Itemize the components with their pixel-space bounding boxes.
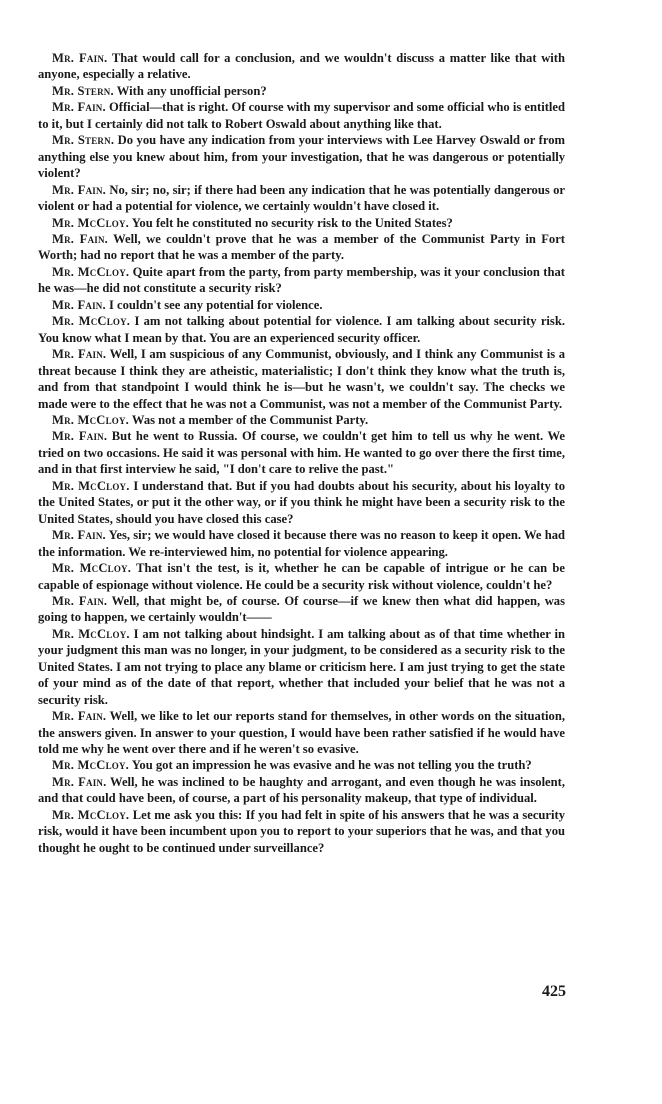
speaker-name: Mr. McCloy. [52,478,130,493]
speaker-name: Mr. Fain. [52,100,106,115]
paragraph-20 [38,757,565,773]
paragraph-text: Well, that might be, of course. Of course—if we knew then what did happen, was going to happen, we certainly wouldn't—— [38,593,566,625]
paragraph-text: Well, we couldn't prove that he was a member of the Communist Party in Fort Worth; had no report that he was a member of the party. [38,231,565,263]
speaker-name: Mr. Fain. [52,429,108,444]
paragraph-22 [38,807,565,856]
paragraph-text: You got an impression he was evasive and he was not telling you the truth? [129,758,532,773]
speaker-name: Mr. Fain. [52,528,106,543]
paragraph-text: Well, we like to let our reports stand for themselves, in other words on the situation, the answers given. In answer to your question, I would have been rather satisfied if he would have told me why he went over there and if he weren't so evasive. [38,709,565,757]
paragraph-18 [38,626,565,708]
paragraph-text: With any unofficial person? [113,83,267,98]
paragraph-19 [38,708,565,757]
paragraph-3 [38,99,565,132]
paragraph-text: I couldn't see any potential for violence. [105,297,323,312]
paragraph-1 [38,50,565,83]
paragraph-5 [38,182,565,215]
speaker-name: Mr. Fain. [52,297,106,312]
speaker-name: Mr. Stern. [52,133,115,148]
speaker-name: Mr. Fain. [52,182,107,197]
paragraph-12 [38,412,565,428]
transcript-body [38,50,565,856]
paragraph-2 [38,83,565,99]
paragraph-11 [38,346,565,412]
paragraph-17 [38,593,565,626]
paragraph-text: Let me ask you this: If you had felt in spite of his answers that he was a security risk, would it have been incumbent upon you to report to your superiors that he was, and that you thought he ought to be continued under surveillance? [38,807,566,855]
paragraph-text: Well, I am suspicious of any Communist, obviously, and I think any Communist is a threat because I think they are atheistic, materialistic; I don't think they know what the truth is, and from that standpoint I would think he is—but he wasn't, we couldn't say. The checks we made were to the effect that he was not a Communist, was not a member of the Communist Party. [38,347,565,411]
speaker-name: Mr. McCloy. [52,626,130,641]
speaker-name: Mr. McCloy. [52,758,130,773]
paragraph-text: Official—that is right. Of course with my supervisor and some official who is entitled to it, but I certainly did not talk to Robert Oswald about anything like that. [38,100,565,131]
paragraph-text: That isn't the test, is it, whether he can be capable of intrigue or he can be capable of espionage without violence. He could be a security risk without violence, couldn't he? [38,561,565,592]
paragraph-text: No, sir; no, sir; if there had been any indication that he was potentially dangerous or violent or had a potential for violence, we certainly wouldn't have closed it. [38,182,565,214]
paragraph-text: That would call for a conclusion, and we wouldn't discuss a matter like that with anyone, especially a relative. [38,51,566,82]
speaker-name: Mr. Fain. [52,347,107,362]
paragraph-10 [38,313,565,346]
speaker-name: Mr. McCloy. [52,215,130,230]
paragraph-7 [38,231,565,264]
paragraph-text: Quite apart from the party, from party membership, was it your conclusion that he was—he did not constitute a security risk? [38,264,565,296]
paragraph-9 [38,297,565,313]
paragraph-text: I understand that. But if you had doubts about his security, about his loyalty to the United States, or put it the other way, or if you think he might have been a security risk to the United States, should you have closed this case? [38,478,565,526]
paragraph-13 [38,428,565,477]
paragraph-6 [38,215,565,231]
speaker-name: Mr. Fain. [52,774,107,789]
paragraph-8 [38,264,565,297]
speaker-name: Mr. McCloy. [52,264,130,279]
paragraph-text: I am not talking about potential for violence. I am talking about security risk. You know what I mean by that. You are an experienced security officer. [38,314,565,345]
speaker-name: Mr. McCloy. [52,314,131,329]
speaker-name: Mr. McCloy. [52,561,132,576]
paragraph-text: I am not talking about hindsight. I am talking about as of that time whether in your judgment this man was no longer, in your judgment, to be considered as a security risk to the United States. I am not trying to place any blame or criticism here. I am just trying to get the state of your mind as of the date of that report, whether that included your belief that he was not a security risk. [38,626,566,707]
paragraph-16 [38,560,565,593]
speaker-name: Mr. McCloy. [52,412,130,427]
paragraph-text: You felt he constituted no security risk to the United States? [129,215,453,230]
speaker-name: Mr. Fain. [52,51,108,65]
paragraph-text: Was not a member of the Communist Party. [129,412,369,427]
paragraph-21 [38,774,565,807]
paragraph-text: Well, he was inclined to be haughty and arrogant, and even though he was insolent, and that could have been, of course, a part of his personality makeup, that type of individual. [38,774,565,806]
paragraph-text: Do you have any indication from your interviews with Lee Harvey Oswald or from anything else you knew about him, from your investigation, that he was dangerous or potentially violent? [38,133,565,181]
speaker-name: Mr. McCloy. [52,807,130,822]
paragraph-15 [38,527,565,560]
paragraph-text: Yes, sir; we would have closed it because there was no reason to keep it open. We had the information. We re-interviewed him, no potential for violence appearing. [38,528,566,559]
speaker-name: Mr. Fain. [52,593,108,608]
speaker-name: Mr. Fain. [52,709,107,724]
paragraph-text: But he went to Russia. Of course, we couldn't get him to tell us why he went. We tried on two occasions. He said it was personal with him. He wanted to go over there the first time, and in that first interview he said, "I don't care to relive the past." [38,429,566,477]
paragraph-14 [38,478,565,527]
speaker-name: Mr. Stern. [52,83,114,98]
speaker-name: Mr. Fain. [52,231,109,246]
paragraph-4 [38,132,565,181]
page-number: 425 [542,983,566,1000]
